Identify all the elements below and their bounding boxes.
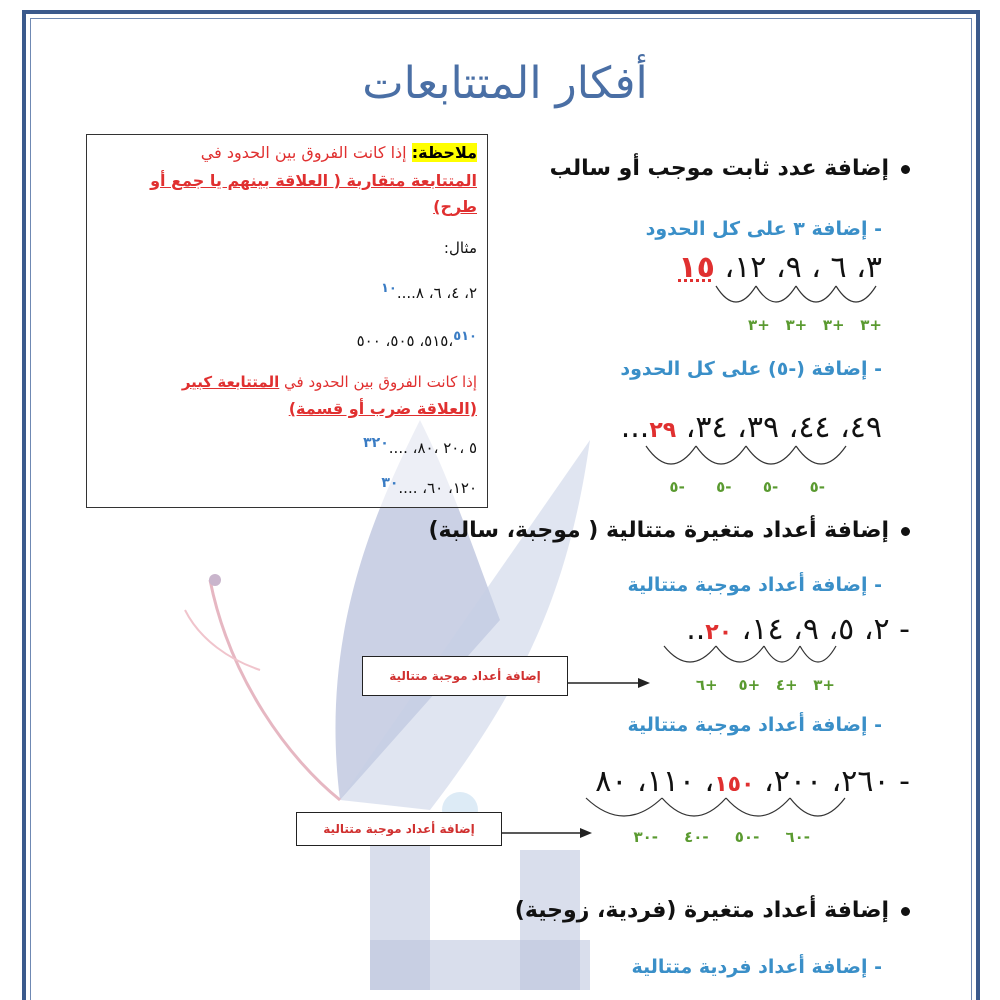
diff-label: -٦٠ <box>785 828 810 846</box>
bullet-icon <box>901 907 910 916</box>
note-text-3: طرح) <box>433 197 477 216</box>
diff-label: -٤٠ <box>684 828 709 846</box>
example-4 <box>381 475 477 497</box>
sequence-3-arcs <box>656 644 846 680</box>
example-2: ٥١٥،$^{٥١٠}$، ٥٠٥، ٥٠٠ <box>356 329 477 350</box>
diff-label: +٤ <box>775 676 798 694</box>
callout-box-2: إضافة أعداد موجبة متتالية <box>296 812 502 846</box>
bullet-icon <box>901 165 910 174</box>
section-3-heading <box>515 898 910 923</box>
diff-label: -٣٠ <box>633 828 658 846</box>
diff-label: -٥ <box>669 478 685 496</box>
section-1-sub-2-text: إضافة (-٥) على كل الحدود <box>620 358 868 380</box>
section-2-heading <box>428 518 910 543</box>
diff-label: +٦ <box>695 676 718 694</box>
section-2-heading-text: إضافة أعداد متغيرة متتالية ( موجبة، سالبة) <box>428 518 889 543</box>
section-2-sub-1-text: إضافة أعداد موجبة متتالية <box>627 574 868 596</box>
section-2-sub-1: - إضافة أعداد موجبة متتالية <box>627 574 882 596</box>
section-1-sub-1: - إضافة ٣ على كل الحدود <box>645 218 882 240</box>
sequence-1-terms: ٣، ٦ ، ٩، ١٢، <box>724 250 882 285</box>
sequence-1-arcs <box>676 284 886 320</box>
example-3 <box>363 435 477 457</box>
example-2-rest: ٥٠٥، ٥٠٠ <box>356 332 415 350</box>
note-text-4b: المتتابعة كبير <box>181 373 280 391</box>
example-1 <box>381 281 477 302</box>
section-1-heading-text: إضافة عدد ثابت موجب أو سالب <box>549 156 889 181</box>
section-3-sub-1-text: إضافة أعداد فردية متتالية <box>631 956 868 978</box>
diff-label: -٥ <box>762 478 779 496</box>
example-4-answer: ٣٠ <box>381 475 399 491</box>
note-line-1 <box>201 143 477 162</box>
sequence-2-answer: ٢٩ <box>649 418 677 443</box>
section-1-heading <box>550 156 910 181</box>
section-3-sub-1: - إضافة أعداد فردية متتالية <box>631 956 882 978</box>
sequence-1-answer: ١٥ <box>678 250 715 285</box>
diff-label: +٣ <box>813 676 835 694</box>
sequence-3-diffs <box>696 676 835 694</box>
sequence-3: - ٢، ٥، ٩، ١٤، ٢٠.. <box>686 612 910 647</box>
example-2-answer: ٥١٠ <box>453 329 477 344</box>
diff-label: +٣ <box>822 316 845 334</box>
sequence-4: - ٢٦٠، ٢٠٠، ١٥٠، ١١٠، ٨٠ <box>595 764 910 799</box>
example-1-answer: ١٠ <box>380 281 397 296</box>
note-label: ملاحظة: <box>411 143 477 162</box>
sequence-2: ٤٩، ٤٤، ٣٩، ٣٤، ٢٩... <box>620 410 882 445</box>
diff-label: +٣ <box>785 316 808 334</box>
diff-label: -٥ <box>809 478 825 496</box>
sequence-2-terms: ٤٩، ٤٤، ٣٩، ٣٤، <box>676 410 882 445</box>
diff-label: -٥٠ <box>734 828 760 846</box>
section-1-sub-1-text: إضافة ٣ على كل الحدود <box>645 218 868 240</box>
sequence-2-diffs <box>669 478 825 496</box>
callout-box-1: إضافة أعداد موجبة متتالية <box>362 656 568 696</box>
diff-label: +٣ <box>748 316 770 334</box>
section-2-sub-2-text: إضافة أعداد موجبة متتالية <box>627 714 868 736</box>
example-2-seq: ٥١٥ <box>424 332 449 350</box>
sequence-1-diffs <box>748 316 882 334</box>
example-3-seq: ٥ ،٢٠ ،٨٠، .... <box>388 439 477 457</box>
example-1-seq: ٢، ٤، ٦، ٨.... <box>396 284 477 302</box>
sequence-1 <box>678 250 882 285</box>
arrow-right-icon <box>502 826 594 840</box>
sequence-4-rest: ، ١١٠، ٨٠ <box>595 764 715 799</box>
page-title: أفكار المتتابعات <box>362 58 648 109</box>
example-4-seq: ١٢٠، ٦٠، .... <box>398 479 477 497</box>
bullet-icon <box>901 527 910 536</box>
diff-label: +٥ <box>738 676 761 694</box>
section-3-heading-text: إضافة أعداد متغيرة (فردية، زوجية) <box>514 898 889 923</box>
note-line-4 <box>182 373 477 391</box>
note-text-4: إذا كانت الفروق بين الحدود في <box>279 373 477 391</box>
example-3-answer: ٣٢٠ <box>363 435 389 451</box>
section-2-sub-2: - إضافة أعداد موجبة متتالية <box>627 714 882 736</box>
note-text-5: (العلاقة ضرب أو قسمة) <box>288 399 477 418</box>
example-label: مثال: <box>443 239 477 257</box>
sequence-4-terms: ٢٦٠، ٢٠٠، <box>754 764 890 799</box>
diff-label: -٥ <box>716 478 732 496</box>
sequence-3-answer: ٢٠ <box>705 620 733 645</box>
diff-label: +٣ <box>860 316 882 334</box>
sequence-3-terms: ٢، ٥، ٩، ١٤، <box>732 612 890 647</box>
sequence-4-answer: ١٥٠ <box>714 772 755 797</box>
note-text-2: المتتابعة متقاربة ( العلاقة بينهم يا جمع أو <box>150 171 477 190</box>
note-text-1: إذا كانت الفروق بين الحدود في <box>200 143 407 162</box>
note-box <box>86 134 488 508</box>
section-1-sub-2: - إضافة (-٥) على كل الحدود <box>620 358 882 380</box>
sequence-4-diffs <box>633 828 810 846</box>
arrow-right-icon <box>568 676 652 690</box>
